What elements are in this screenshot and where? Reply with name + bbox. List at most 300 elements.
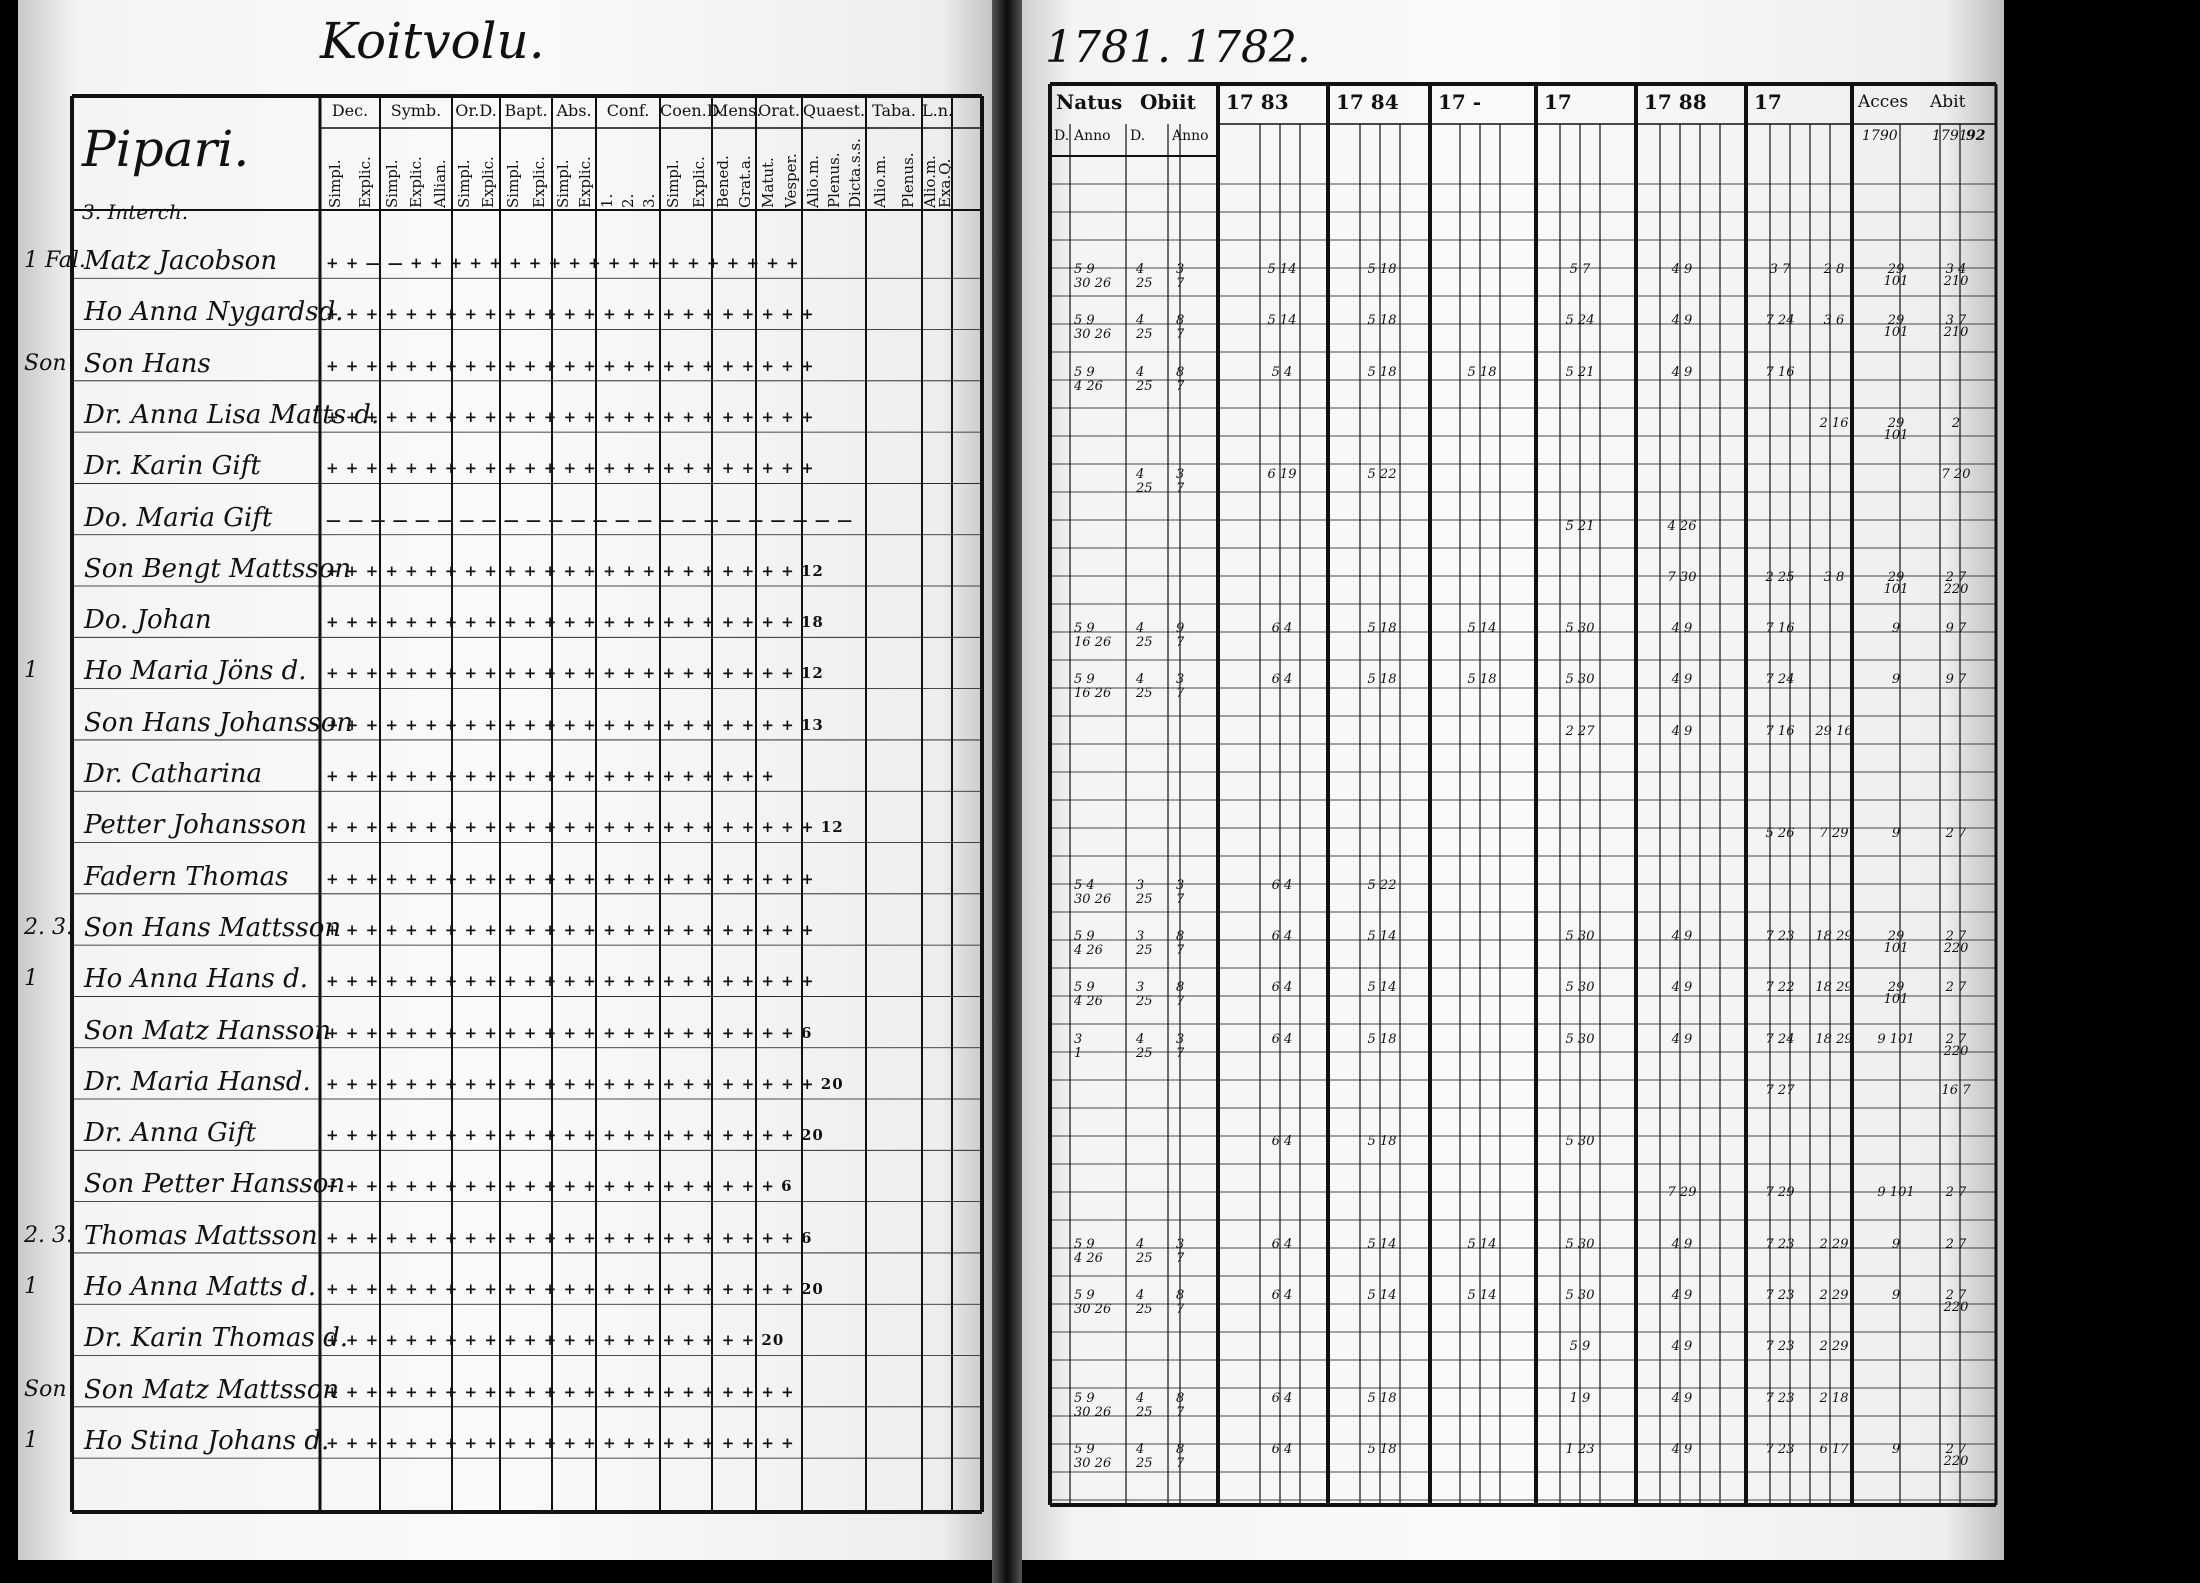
right-cell-0-5: 3 7 [1769,262,1791,277]
right-obiit-x-0: 3 [1176,262,1185,277]
right-obiit-x-8: 3 [1176,672,1185,688]
right-cell-1-4: 4 9 [1671,313,1693,329]
right-natus-anno-0: 30 26 [1074,276,1112,291]
right-cell-20-2: 5 14 [1467,1288,1497,1303]
right-natus-d-14: 5 9 [1074,980,1095,996]
right-cell-22-6: 2 18 [1819,1390,1849,1406]
right-cell-5-3: 5 21 [1565,518,1595,534]
right-obiit-d-8: 4 [1136,672,1145,688]
right-cell-8-0: 6 4 [1271,672,1293,688]
right-cell-23-4: 4 9 [1671,1441,1693,1457]
right-cell-15-1: 5 18 [1367,1031,1397,1047]
right-year-head-3: 17 [1544,90,1572,114]
right-cell-11-5: 5 26 [1765,826,1795,842]
right-cell-2-2: 5 18 [1467,364,1497,380]
right-cell-4-1: 5 22 [1367,467,1397,483]
right-obiit-x-15: 3 [1176,1031,1185,1047]
right-cell-14-8: 2 7 [1945,980,1967,996]
left-col-sub-9-1: Plenus. [825,152,843,208]
right-cell-12-0: 6 4 [1271,877,1293,893]
row-label-22: Son Matz Mattsson [84,1374,340,1405]
right-cell-15-7: 9 101 [1877,1031,1915,1047]
left-col-sub-9-2: Dicta.s.s. [846,138,865,208]
right-cell-13-6: 18 29 [1815,928,1853,944]
right-obiit-x-7: 9 [1176,621,1185,637]
right-year-head-0: 17 83 [1226,90,1289,114]
right-obiit-y-4: 7 [1176,481,1185,497]
right-natus-anno-13: 4 26 [1074,942,1103,958]
right-natus-anno-22: 30 26 [1074,1404,1112,1420]
row-marks-6: + + + + + + + + + + + + + + + + + + + + + + + + 12 [326,561,824,580]
right-obiit-x-23: 8 [1176,1441,1185,1457]
right-cell-13-5: 7 23 [1765,928,1795,944]
right-cell-14-3: 5 30 [1565,980,1595,996]
right-cell-13-1: 5 14 [1367,928,1397,944]
row-label-3: Dr. Anna Lisa Matts d. [84,399,380,430]
left-col-sub-4-1: Explic. [576,156,594,208]
row-label-11: Petter Johansson [84,810,307,841]
left-col-head-9: Quaest. [802,101,866,120]
row-marks-8: + + + + + + + + + + + + + + + + + + + + + + + + 12 [326,664,824,683]
right-natus-anno-19: 4 26 [1074,1250,1103,1266]
right-cell-13-0: 6 4 [1271,928,1293,944]
row-margin-22: Son [24,1376,67,1402]
right-natus-anno-14: 4 26 [1074,994,1103,1010]
right-cell-7-1: 5 18 [1367,621,1397,637]
right-obiit-y-0: 7 [1176,276,1185,291]
right-obiit-y-15: 7 [1176,1045,1185,1061]
right-cell-2-4: 4 9 [1671,364,1693,380]
right-natus-d-7: 5 9 [1074,621,1095,637]
right-cell-14-6: 18 29 [1815,980,1853,996]
row-marks-7: + + + + + + + + + + + + + + + + + + + + + + + + 18 [326,613,824,632]
row-marks-19: + + + + + + + + + + + + + + + + + + + + + + + + 6 [326,1228,813,1247]
right-natus-d-2: 5 9 [1074,364,1095,380]
right-obiit-y-23: 7 [1176,1455,1185,1471]
right-cell-2-3: 5 21 [1565,364,1595,380]
right-cell-20-7: 9 [1891,1288,1901,1303]
right-natus-d-13: 5 9 [1074,928,1095,944]
right-cell-18-8: 2 7 [1945,1185,1967,1201]
row-marks-18: + + + + + + + + + + + + + + + + + + + + + + + 6 [326,1177,793,1196]
row-label-5: Do. Maria Gift [84,502,273,533]
right-obiit-anno-4: 25 [1136,481,1153,497]
right-cell-7-2: 5 14 [1467,621,1497,637]
right-obiit-d-4: 4 [1136,467,1145,483]
row-marks-15: + + + + + + + + + + + + + + + + + + + + + + + + 6 [326,1023,813,1042]
right-natus-anno-15: 1 [1074,1045,1083,1061]
right-cell-18-7: 9 101 [1877,1185,1915,1201]
right-head-accessit: Acces [1858,92,1909,112]
row-marks-5: — — — — — — — — — — — — — — — — — — — — — — — — [326,510,854,529]
right-cell-15-6: 18 29 [1815,1031,1853,1047]
right-sub-abit: 1791 [1932,128,1968,144]
left-col-sub-1-1: Explic. [407,156,425,208]
right-cell-15-5: 7 24 [1765,1031,1795,1047]
right-obiit-anno-19: 25 [1136,1250,1153,1266]
right-obiit-y-20: 7 [1176,1302,1185,1317]
row-margin-14: 1 [24,966,38,992]
right-natus-d-19: 5 9 [1074,1236,1095,1252]
left-col-head-2: Or.D. [455,101,497,120]
left-col-head-0: Dec. [331,101,369,120]
right-cell-20-3: 5 30 [1565,1288,1595,1303]
left-col-head-5: Conf. [606,101,650,120]
right-natus-d-15: 3 [1074,1031,1083,1047]
right-obiit-anno-8: 25 [1136,686,1153,702]
right-cell-22-4: 4 9 [1671,1390,1693,1406]
right-obiit-d-22: 4 [1136,1390,1145,1406]
row-label-7: Do. Johan [84,605,212,636]
right-natus-anno-7: 16 26 [1074,635,1112,651]
right-obiit-d-23: 4 [1136,1441,1145,1457]
left-col-sub-11-0: Alio.m. [920,155,939,208]
right-cell-7-5: 7 16 [1765,621,1795,637]
right-cell-8-8: 9 7 [1945,672,1967,688]
right-cell-1-1: 5 18 [1367,313,1397,329]
left-col-sub-8-1: Vesper. [781,153,800,208]
right-cell-17-3: 5 30 [1565,1134,1595,1150]
right-cell-23-6: 6 17 [1819,1441,1849,1457]
right-cell-7-3: 5 30 [1565,621,1595,637]
row-marks-10: + + + + + + + + + + + + + + + + + + + + + + + [326,767,775,785]
right-cell-22-0: 6 4 [1271,1390,1293,1406]
right-cell-4-8: 7 20 [1941,467,1971,483]
right-cell-19-3: 5 30 [1565,1236,1595,1252]
right-cell-23-0: 6 4 [1271,1441,1293,1457]
right-cell-23-1: 5 18 [1367,1441,1397,1457]
right-cell-3-7: 29 101 [1883,415,1909,443]
right-cell-9-5: 7 16 [1765,723,1795,739]
right-cell-15-8: 2 7 220 [1943,1031,1969,1059]
row-marks-2: + + + + + + + + + + + + + + + + + + + + + + + + + [326,356,815,375]
right-obiit-d-14: 3 [1136,980,1145,996]
right-cell-7-8: 9 7 [1945,621,1967,637]
right-obiit-d-15: 4 [1136,1031,1145,1047]
row-margin-0: 1 Fal. [24,248,86,273]
right-cell-0-4: 4 9 [1671,262,1693,277]
right-obiit-anno-15: 25 [1136,1045,1153,1061]
row-label-20: Ho Anna Matts d. [84,1272,317,1302]
right-cell-15-0: 6 4 [1271,1031,1293,1047]
right-cell-19-7: 9 [1891,1236,1901,1252]
row-label-10: Dr. Catharina [84,759,263,789]
right-cell-14-7: 29 101 [1883,980,1909,1008]
right-cell-0-8: 3 4 210 [1943,262,1969,289]
right-natus-d-12: 5 4 [1074,877,1095,893]
row-marks-12: + + + + + + + + + + + + + + + + + + + + + + + + + [326,869,815,888]
section-title: Pipari. [82,120,250,178]
left-col-sub-11-1: Exa.Q. [935,158,954,208]
right-cell-0-6: 2 8 [1823,262,1845,277]
left-col-sub-5-0: 1. [597,193,616,208]
right-cell-8-7: 9 [1891,672,1901,688]
row-margin-13: 2. 3. [24,914,73,940]
right-cell-21-4: 4 9 [1671,1339,1693,1355]
right-cell-23-7: 9 [1891,1441,1901,1457]
left-col-sub-2-1: Explic. [479,156,497,208]
row-label-6: Son Bengt Mattsson [84,553,352,584]
left-col-head-4: Abs. [556,101,592,120]
right-cell-19-4: 4 9 [1671,1236,1693,1252]
row-marks-4: + + + + + + + + + + + + + + + + + + + + + + + + + [326,459,815,478]
right-cell-0-7: 29 101 [1883,262,1909,289]
right-cell-3-6: 2 16 [1819,415,1849,431]
page-heading-right: 1781. 1782. [1045,22,1311,73]
right-obiit-y-8: 7 [1176,686,1185,702]
row-label-15: Son Matz Hansson [84,1015,332,1046]
right-cell-16-5: 7 27 [1765,1082,1795,1098]
right-cell-18-4: 7 29 [1667,1185,1697,1201]
right-natus-anno-8: 16 26 [1074,686,1112,702]
right-cell-8-2: 5 18 [1467,672,1497,688]
right-cell-6-4: 7 30 [1667,569,1697,585]
right-obiit-y-7: 7 [1176,635,1185,651]
right-obiit-anno-20: 25 [1136,1302,1153,1317]
right-cell-0-0: 5 14 [1267,262,1297,277]
right-cell-9-4: 4 9 [1671,723,1693,739]
row-label-9: Son Hans Johansson [84,707,354,738]
right-cell-23-5: 7 23 [1765,1441,1795,1457]
right-obiit-anno-2: 25 [1136,378,1153,394]
left-col-sub-7-1: Grat.a. [736,155,754,208]
row-marks-1: + + + + + + + + + + + + + + + + + + + + + + + + + [326,305,815,324]
right-natus-anno-23: 30 26 [1074,1455,1112,1471]
row-label-1: Ho Anna Nygardsd. [84,297,344,328]
right-cell-14-0: 6 4 [1271,980,1293,996]
right-cell-7-0: 6 4 [1271,621,1293,637]
row-marks-16: + + + + + + + + + + + + + + + + + + + + + + + + + 20 [326,1074,844,1093]
left-col-sub-3-0: Simpl. [504,159,522,208]
right-cell-11-8: 2 7 [1945,826,1967,842]
right-head-obiit: Obiit [1140,90,1196,114]
right-sub-acc: 1790 [1862,128,1898,144]
right-obiit-y-14: 7 [1176,994,1185,1010]
left-col-sub-7-0: Bened. [714,155,732,208]
right-obiit-d-12: 3 [1136,877,1145,893]
row-marks-17: + + + + + + + + + + + + + + + + + + + + + + + + 20 [326,1126,824,1145]
row-margin-23: 1 [24,1427,38,1453]
right-obiit-x-13: 8 [1176,928,1185,944]
right-cell-2-5: 7 16 [1765,364,1795,380]
left-col-sub-4-0: Simpl. [554,159,572,208]
right-cell-23-3: 1 23 [1565,1441,1595,1457]
left-col-head-10: Taba. [872,101,916,120]
left-col-sub-8-0: Matut. [758,157,777,208]
left-col-head-8: Orat. [758,101,800,120]
right-obiit-y-2: 7 [1176,378,1185,394]
right-obiit-anno-0: 25 [1136,276,1153,291]
right-natus-d-8: 5 9 [1074,672,1095,688]
right-natus-d-20: 5 9 [1074,1288,1095,1303]
right-obiit-d-0: 4 [1136,262,1145,277]
right-natus-d-22: 5 9 [1074,1390,1095,1406]
left-col-head-3: Bapt. [504,101,548,120]
right-obiit-anno-22: 25 [1136,1404,1153,1420]
left-col-head-11: L.n. [922,101,954,120]
left-col-sub-1-2: Allian. [431,159,449,208]
left-col-sub-1-0: Simpl. [383,159,401,208]
left-col-sub-10-0: Alio.m. [871,155,889,208]
right-cell-13-4: 4 9 [1671,928,1693,944]
right-obiit-x-12: 3 [1176,877,1185,893]
right-obiit-anno-14: 25 [1136,994,1153,1010]
row-marks-20: + + + + + + + + + + + + + + + + + + + + + + + + 20 [326,1280,824,1298]
right-obiit-d-1: 4 [1136,313,1145,329]
right-cell-14-5: 7 22 [1765,980,1795,996]
row-label-12: Fadern Thomas [84,861,289,892]
left-col-sub-5-1: 2. [619,193,637,208]
right-year-head-2: 17 - [1438,90,1482,114]
right-cell-21-5: 7 23 [1765,1339,1795,1355]
row-label-13: Son Hans Mattsson [84,912,342,943]
right-cell-12-1: 5 22 [1367,877,1397,893]
right-cell-23-8: 2 7 220 [1943,1441,1969,1469]
row-label-23: Ho Stina Johans d. [84,1425,330,1456]
right-obiit-anno-7: 25 [1136,635,1153,651]
right-obiit-anno-13: 25 [1136,942,1153,958]
right-cell-9-3: 2 27 [1565,723,1595,739]
right-obiit-y-1: 7 [1176,327,1185,343]
right-obiit-x-2: 8 [1176,364,1185,380]
right-natus-d-0: 5 9 [1074,262,1095,277]
right-cell-19-5: 7 23 [1765,1236,1795,1252]
right-year-head-5: 17 [1754,90,1782,114]
row-label-17: Dr. Anna Gift [84,1118,257,1149]
right-cell-8-4: 4 9 [1671,672,1693,688]
left-col-sub-0-0: Simpl. [326,159,344,208]
right-obiit-d-19: 4 [1136,1236,1145,1252]
right-obiit-x-19: 3 [1176,1236,1185,1252]
right-cell-7-4: 4 9 [1671,621,1693,637]
right-cell-4-0: 6 19 [1267,467,1297,483]
row-marks-0: + + — — + + + + + + + + + + + + + + + + + + + + [326,254,800,272]
right-obiit-y-12: 7 [1176,891,1185,907]
row-margin-8: 1 [24,658,38,684]
right-cell-16-8: 16 7 [1941,1082,1971,1098]
right-sub-natus-d: D. [1054,128,1070,144]
right-obiit-x-22: 8 [1176,1390,1185,1406]
row-marks-11: + + + + + + + + + + + + + + + + + + + + + + + + + 12 [326,818,844,837]
right-cell-1-8: 3 7 210 [1943,313,1969,341]
row-margin-20: 1 [24,1274,38,1299]
right-obiit-d-7: 4 [1136,621,1145,637]
right-cell-9-6: 29 16 [1815,723,1853,739]
right-cell-14-4: 4 9 [1671,980,1693,996]
right-cell-5-4: 4 26 [1667,518,1697,534]
right-cell-22-3: 1 9 [1569,1390,1591,1406]
right-obiit-x-14: 8 [1176,980,1185,996]
left-col-head-7: Mens. [712,101,762,120]
right-edge-mark: 92 [1966,128,1986,144]
row-marks-13: + + + + + + + + + + + + + + + + + + + + + + + + + [326,920,815,939]
right-cell-1-6: 3 6 [1823,313,1845,329]
right-cell-13-3: 5 30 [1565,928,1595,944]
right-sub-natus-anno: Anno [1074,128,1111,144]
right-obiit-y-13: 7 [1176,942,1185,958]
right-cell-19-0: 6 4 [1271,1236,1293,1252]
right-cell-20-4: 4 9 [1671,1288,1693,1303]
right-obiit-x-4: 3 [1176,467,1185,483]
right-cell-20-0: 6 4 [1271,1288,1293,1303]
right-cell-19-2: 5 14 [1467,1236,1497,1252]
right-cell-8-3: 5 30 [1565,672,1595,688]
left-col-head-6: Coen.D. [660,101,725,120]
right-obiit-anno-1: 25 [1136,327,1153,343]
row-marks-21: + + + + + + + + + + + + + + + + + + + + + + 20 [326,1331,785,1350]
right-cell-20-1: 5 14 [1367,1288,1397,1303]
right-sub-obiit-anno: Anno [1172,128,1209,144]
left-col-sub-6-1: Explic. [690,156,708,208]
right-head-abiit: Abit [1930,92,1966,112]
right-natus-d-1: 5 9 [1074,313,1095,329]
row-marks-22: + + + + + + + + + + + + + + + + + + + + + + + + [326,1382,795,1401]
right-cell-13-7: 29 101 [1883,928,1909,956]
row-margin-19: 2. 3. [24,1222,73,1248]
right-year-head-1: 17 84 [1336,90,1399,114]
right-natus-anno-2: 4 26 [1074,378,1103,394]
row-label-14: Ho Anna Hans d. [84,964,309,995]
right-obiit-x-20: 8 [1176,1288,1185,1303]
row-label-16: Dr. Maria Hansd. [84,1066,311,1097]
left-col-head-1: Symb. [390,101,442,120]
left-col-sub-2-0: Simpl. [455,159,473,208]
right-cell-11-7: 9 [1891,826,1901,842]
row-marks-23: + + + + + + + + + + + + + + + + + + + + + + + + [326,1433,795,1452]
right-sub-obiit-d: D. [1130,128,1146,144]
right-cell-6-8: 2 7 220 [1943,569,1969,597]
right-cell-18-5: 7 29 [1765,1185,1795,1201]
right-cell-6-6: 3 8 [1823,569,1845,585]
right-cell-20-8: 2 7 220 [1943,1288,1969,1315]
section-subtitle: 3. Interch. [82,200,189,224]
right-cell-21-3: 5 9 [1569,1339,1591,1355]
row-marks-9: + + + + + + + + + + + + + + + + + + + + + + + + 13 [326,715,824,734]
right-cell-22-1: 5 18 [1367,1390,1397,1406]
right-cell-2-1: 5 18 [1367,364,1397,380]
right-cell-1-5: 7 24 [1765,313,1795,329]
right-cell-20-5: 7 23 [1765,1288,1795,1303]
right-cell-11-6: 7 29 [1819,826,1849,842]
row-margin-2: Son [24,350,67,376]
right-cell-19-1: 5 14 [1367,1236,1397,1252]
right-cell-8-1: 5 18 [1367,672,1397,688]
right-cell-19-8: 2 7 [1945,1236,1967,1252]
right-cell-15-4: 4 9 [1671,1031,1693,1047]
right-cell-1-7: 29 101 [1883,313,1909,341]
row-marks-14: + + + + + + + + + + + + + + + + + + + + + + + + + [326,972,815,991]
right-cell-2-0: 5 4 [1271,364,1293,380]
row-label-4: Dr. Karin Gift [84,451,261,482]
right-cell-1-0: 5 14 [1267,313,1297,329]
left-col-sub-10-1: Plenus. [899,152,917,208]
row-label-2: Son Hans [84,348,211,379]
right-cell-21-6: 2 29 [1819,1339,1849,1355]
right-obiit-anno-23: 25 [1136,1455,1153,1471]
right-year-head-4: 17 88 [1644,90,1707,114]
right-cell-17-1: 5 18 [1367,1134,1397,1150]
right-obiit-d-13: 3 [1136,928,1145,944]
right-cell-6-5: 2 25 [1765,569,1795,585]
right-cell-14-1: 5 14 [1367,980,1397,996]
right-natus-d-23: 5 9 [1074,1441,1095,1457]
left-col-sub-9-0: Alio.m. [803,155,822,208]
right-head-natus: Natus [1056,90,1123,114]
right-cell-13-8: 2 7 220 [1943,928,1969,956]
right-obiit-d-20: 4 [1136,1288,1145,1303]
right-cell-1-3: 5 24 [1565,313,1595,329]
right-cell-8-5: 7 24 [1765,672,1795,688]
